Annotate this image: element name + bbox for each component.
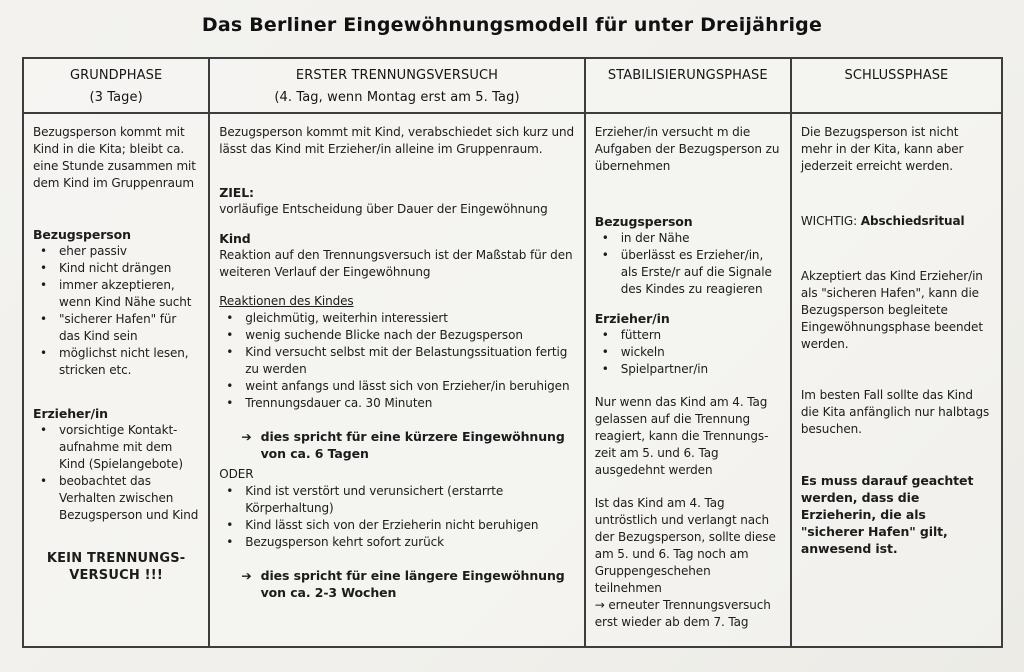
kind-text: Reaktion auf den Trennungsversuch ist der Maßstab für den weiteren Verlauf der Eingewöhnung	[219, 248, 573, 279]
warning-note	[33, 550, 199, 584]
bullet-list	[219, 310, 574, 412]
phase-header-stabilisierung	[584, 59, 790, 114]
bullet-item: • immer akzeptieren, wenn Kind Nähe sucht	[33, 277, 199, 311]
kind-heading: Kind	[219, 231, 251, 246]
bullet-item: • wickeln	[595, 344, 781, 361]
bullet-list	[595, 327, 781, 378]
intro-paragraph: Erzieher/in versucht m die Aufgaben der Bezugsperson zu übernehmen	[594, 125, 780, 173]
section-heading-bezugsperson: Bezugsperson	[33, 227, 131, 242]
phase-header-trennungsversuch	[208, 59, 583, 114]
wichtig-bold: Abschiedsritual	[860, 214, 965, 228]
page-title: Das Berliner Eingewöhnungsmodell für unter Dreijährige	[201, 14, 823, 36]
header-line-1: STABILISIERUNGSPHASE	[607, 68, 768, 83]
bullet-list	[219, 483, 574, 551]
bullet-list	[33, 243, 199, 379]
paragraph-untroestlich	[595, 495, 781, 631]
section-heading-bezugsperson: Bezugsperson	[594, 214, 693, 229]
bullet-list	[595, 230, 781, 298]
arrow-note-kuerzere	[219, 428, 574, 462]
bullet-item: • "sicherer Hafen" für das Kind sein	[33, 311, 199, 345]
paragraph-arrow-line: → erneuter Trennungsversuch erst wieder ab dem 7. Tag	[594, 598, 771, 629]
intro-paragraph: Die Bezugsperson ist nicht mehr in der Kita, kann aber jederzeit erreicht werden.	[800, 125, 964, 173]
paragraph-text: Ist das Kind am 4. Tag untröstlich und verlangt nach der Bezugsperson, sollte diese am 5. und 6. Tag noch am Gruppengeschehen teilnehmen	[594, 496, 776, 595]
bullet-item: • Kind lässt sich von der Erzieherin nicht beruhigen	[219, 517, 574, 534]
paragraph-halbtags: Im besten Fall sollte das Kind die Kita anfänglich nur halbtags besuchen.	[800, 388, 990, 436]
section-heading-erzieherin: Erzieher/in	[594, 311, 670, 326]
bullet-item: • füttern	[595, 327, 781, 344]
arrow-note-text: dies spricht für eine längere Eingewöhnung von ca. 2-3 Wochen	[260, 568, 565, 600]
header-line-1: ERSTER TRENNUNGSVERSUCH	[295, 68, 499, 83]
header-line-1: SCHLUSSPHASE	[844, 68, 949, 83]
bullet-item: • Kind nicht drängen	[33, 260, 199, 277]
bullet-item: • Spielpartner/in	[595, 361, 781, 378]
arrow-note-laengere	[219, 567, 574, 601]
bullet-item: • vorsichtige Kontakt-aufnahme mit dem Kind (Spielangebote)	[33, 422, 199, 473]
wichtig-line	[801, 213, 992, 230]
warning-line-1: KEIN TRENNUNGS-	[46, 551, 186, 566]
header-line-1: GRUNDPHASE	[69, 68, 163, 83]
bullet-item: • weint anfangs und lässt sich von Erzieher/in beruhigen	[219, 378, 574, 395]
schluss-cell	[790, 114, 1001, 646]
phase-header-grundphase	[24, 59, 208, 114]
bullet-item: • Bezugsperson kehrt sofort zurück	[219, 534, 574, 551]
warning-line-2: VERSUCH !!!	[69, 568, 164, 583]
intro-paragraph: Bezugsperson kommt mit Kind in die Kita; bleibt ca. eine Stunde zusammen mit dem Kind im Gruppenraum	[33, 125, 196, 190]
paragraph-gelassen: Nur wenn das Kind am 4. Tag gelassen auf die Trennung reagiert, kann die Trennungs-zeit am 5. und 6. Tag ausgedehnt werden	[594, 395, 769, 477]
oder-label: ODER	[219, 467, 254, 481]
arrow-icon: ➔	[241, 568, 252, 583]
section-heading-erzieherin: Erzieher/in	[33, 406, 108, 421]
stabilisierung-cell	[584, 114, 790, 646]
paragraph-sicherer-hafen: Es muss darauf geachtet werden, dass die Erzieherin, die als "sicherer Hafen" gilt, anwesend ist.	[800, 473, 974, 556]
bullet-item: • Kind versucht selbst mit der Belastungssituation fertig zu werden	[219, 344, 574, 378]
bullet-item: • gleichmütig, weiterhin interessiert	[219, 310, 574, 327]
bullet-item: • möglichst nicht lesen, stricken etc.	[33, 345, 199, 379]
bullet-list	[33, 422, 199, 524]
arrow-icon: ➔	[241, 429, 252, 444]
ziel-heading: ZIEL:	[219, 185, 254, 200]
header-line-2: (4. Tag, wenn Montag erst am 5. Tag)	[274, 90, 520, 105]
header-line-2: (3 Tage)	[89, 90, 143, 105]
paragraph-akzeptiert: Akzeptiert das Kind Erzieher/in als "sicheren Hafen", kann die Bezugsperson begleitete Eingewöhnungsphase beendet werden.	[800, 269, 983, 351]
bullet-item: • Kind ist verstört und verunsichert (erstarrte Körperhaltung)	[219, 483, 574, 517]
bullet-item: • beobachtet das Verhalten zwischen Bezugsperson und Kind	[33, 473, 199, 524]
ziel-text: vorläufige Entscheidung über Dauer der Eingewöhnung	[219, 202, 548, 216]
bullet-item: • wenig suchende Blicke nach der Bezugsperson	[219, 327, 574, 344]
intro-paragraph: Bezugsperson kommt mit Kind, verabschiedet sich kurz und lässt das Kind mit Erzieher/in alleine im Gruppenraum.	[219, 125, 575, 156]
grundphase-cell	[24, 114, 208, 646]
reaktionen-heading: Reaktionen des Kindes	[219, 294, 354, 308]
bullet-item: • in der Nähe	[595, 230, 781, 247]
bullet-item: • überlässt es Erzieher/in, als Erste/r auf die Signale des Kindes zu reagieren	[595, 247, 781, 298]
bullet-item: • eher passiv	[33, 243, 199, 260]
phase-header-schlussphase	[790, 59, 1001, 114]
wichtig-prefix: WICHTIG:	[800, 214, 861, 228]
trennungsversuch-cell	[208, 114, 583, 646]
arrow-note-text: dies spricht für eine kürzere Eingewöhnung von ca. 6 Tagen	[260, 429, 565, 461]
phase-table	[22, 57, 1003, 648]
bullet-item: • Trennungsdauer ca. 30 Minuten	[219, 395, 574, 412]
